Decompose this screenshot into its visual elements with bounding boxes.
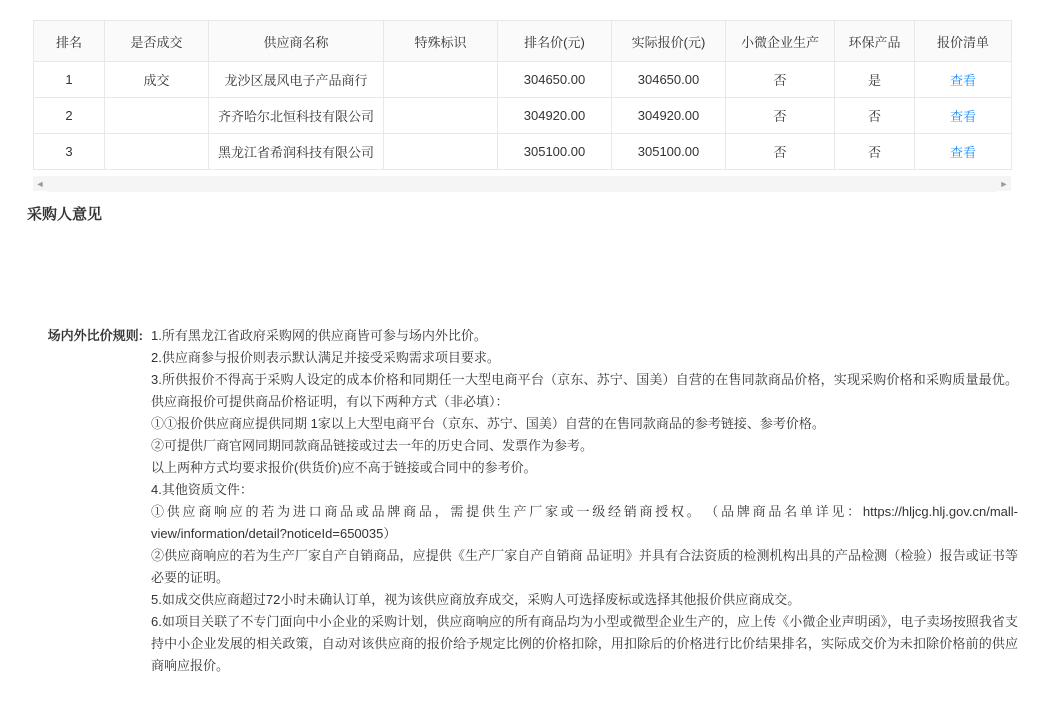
- rule-line: ②可提供厂商官网同期同款商品链接或过去一年的历史合同、发票作为参考。: [151, 438, 594, 453]
- bid-result-table-wrapper: [33, 20, 1011, 170]
- view-quote-link[interactable]: 查看: [949, 109, 976, 124]
- cell-rank: 3: [34, 134, 105, 170]
- table-row: [34, 98, 1012, 134]
- column-header-supplier: 供应商名称: [209, 21, 384, 62]
- comparison-rules-body: [151, 325, 1018, 677]
- rule-line: 5.如成交供应商超过72小时未确认订单，视为该供应商放弃成交，采购人可选择废标或选择其他报价供应商成交。: [151, 592, 801, 607]
- rule-line: ①供应商响应的若为进口商品或品牌商品，需提供生产厂家或一级经销商授权。 （品牌商品名单详见：https://hljcg.hlj.gov.cn/mall-view/information/detail?noticeId=650035）: [151, 504, 1018, 541]
- cell-deal: 成交: [105, 62, 209, 98]
- cell-rank-price: 304650.00: [498, 62, 612, 98]
- rule-line: 2.供应商参与报价则表示默认满足并接受采购需求项目要求。: [151, 350, 500, 365]
- rule-line: 4.其他资质文件：: [151, 482, 253, 497]
- rule-line: 3.所供报价不得高于采购人设定的成本价格和同期任一大型电商平台（京东、苏宁、国美）自营的在售同款商品价格，实现采购价格和采购质量最优。供应商报价可提供商品价格证明，有以下两种方式（非必填）：: [151, 372, 1018, 409]
- rule-line: ②供应商响应的若为生产厂家自产自销商品，应提供《生产厂家自产自销商 品证明》并具有合法资质的检测机构出具的产品检测（检验）报告或证书等必要的证明。: [151, 548, 1018, 585]
- cell-supplier: 龙沙区晟风电子产品商行: [209, 62, 384, 98]
- scroll-right-arrow-icon[interactable]: ►: [999, 178, 1009, 189]
- cell-sme: 否: [726, 62, 835, 98]
- scroll-left-arrow-icon[interactable]: ◄: [35, 178, 45, 189]
- column-header-rank: 排名: [34, 21, 105, 62]
- rule-line: 1.所有黑龙江省政府采购网的供应商皆可参与场内外比价。: [151, 328, 487, 343]
- table-header-row: [34, 21, 1012, 62]
- table-header: [34, 21, 1012, 62]
- column-header-rank-price: 排名价(元): [498, 21, 612, 62]
- cell-rank-price: 305100.00: [498, 134, 612, 170]
- cell-supplier: 黑龙江省希润科技有限公司: [209, 134, 384, 170]
- cell-mark: [384, 98, 498, 134]
- column-header-sme: 小微企业生产: [726, 21, 835, 62]
- cell-eco: 是: [835, 62, 915, 98]
- cell-quote-list: [915, 134, 1012, 170]
- cell-supplier: 齐齐哈尔北恒科技有限公司: [209, 98, 384, 134]
- column-header-actual-price: 实际报价(元): [612, 21, 726, 62]
- cell-actual-price: 304650.00: [612, 62, 726, 98]
- cell-deal: [105, 98, 209, 134]
- cell-eco: 否: [835, 134, 915, 170]
- column-header-quote-list: 报价清单: [915, 21, 1012, 62]
- view-quote-link[interactable]: 查看: [949, 73, 976, 88]
- rule-line: 以上两种方式均要求报价(供货价)应不高于链接或合同中的参考价。: [151, 460, 537, 475]
- table-row: [34, 134, 1012, 170]
- table-body: [34, 62, 1012, 170]
- cell-quote-list: [915, 98, 1012, 134]
- cell-actual-price: 305100.00: [612, 134, 726, 170]
- column-header-mark: 特殊标识: [384, 21, 498, 62]
- rule-line: ①①报价供应商应提供同期 1家以上大型电商平台（京东、苏宁、国美）自营的在售同款商品的参考链接、参考价格。: [151, 416, 825, 431]
- cell-sme: 否: [726, 98, 835, 134]
- cell-sme: 否: [726, 134, 835, 170]
- cell-mark: [384, 134, 498, 170]
- cell-rank: 2: [34, 98, 105, 134]
- cell-actual-price: 304920.00: [612, 98, 726, 134]
- cell-mark: [384, 62, 498, 98]
- buyer-opinion-title: 采购人意见: [27, 206, 103, 223]
- cell-eco: 否: [835, 98, 915, 134]
- view-quote-link[interactable]: 查看: [949, 145, 976, 160]
- column-header-deal: 是否成交: [105, 21, 209, 62]
- column-header-eco: 环保产品: [835, 21, 915, 62]
- cell-quote-list: [915, 62, 1012, 98]
- cell-deal: [105, 134, 209, 170]
- rule-line: 6.如项目关联了不专门面向中小企业的采购计划，供应商响应的所有商品均为小型或微型企业生产的，应上传《小微企业声明函》，电子卖场按照我省支持中小企业发展的相关政策，自动对该供应商的报价给予规定比例的价格扣除，用扣除后的价格进行比价结果排名，实际成交价为未扣除价格前的供应商响应报价。: [151, 614, 1018, 673]
- table-horizontal-scrollbar[interactable]: [33, 175, 1011, 191]
- table-row: [34, 62, 1012, 98]
- bid-result-table: [33, 20, 1012, 170]
- cell-rank-price: 304920.00: [498, 98, 612, 134]
- comparison-rules-label: 场内外比价规则:: [47, 328, 143, 343]
- scrollbar-track[interactable]: [47, 176, 997, 192]
- cell-rank: 1: [34, 62, 105, 98]
- comparison-rules-section: [33, 325, 1018, 677]
